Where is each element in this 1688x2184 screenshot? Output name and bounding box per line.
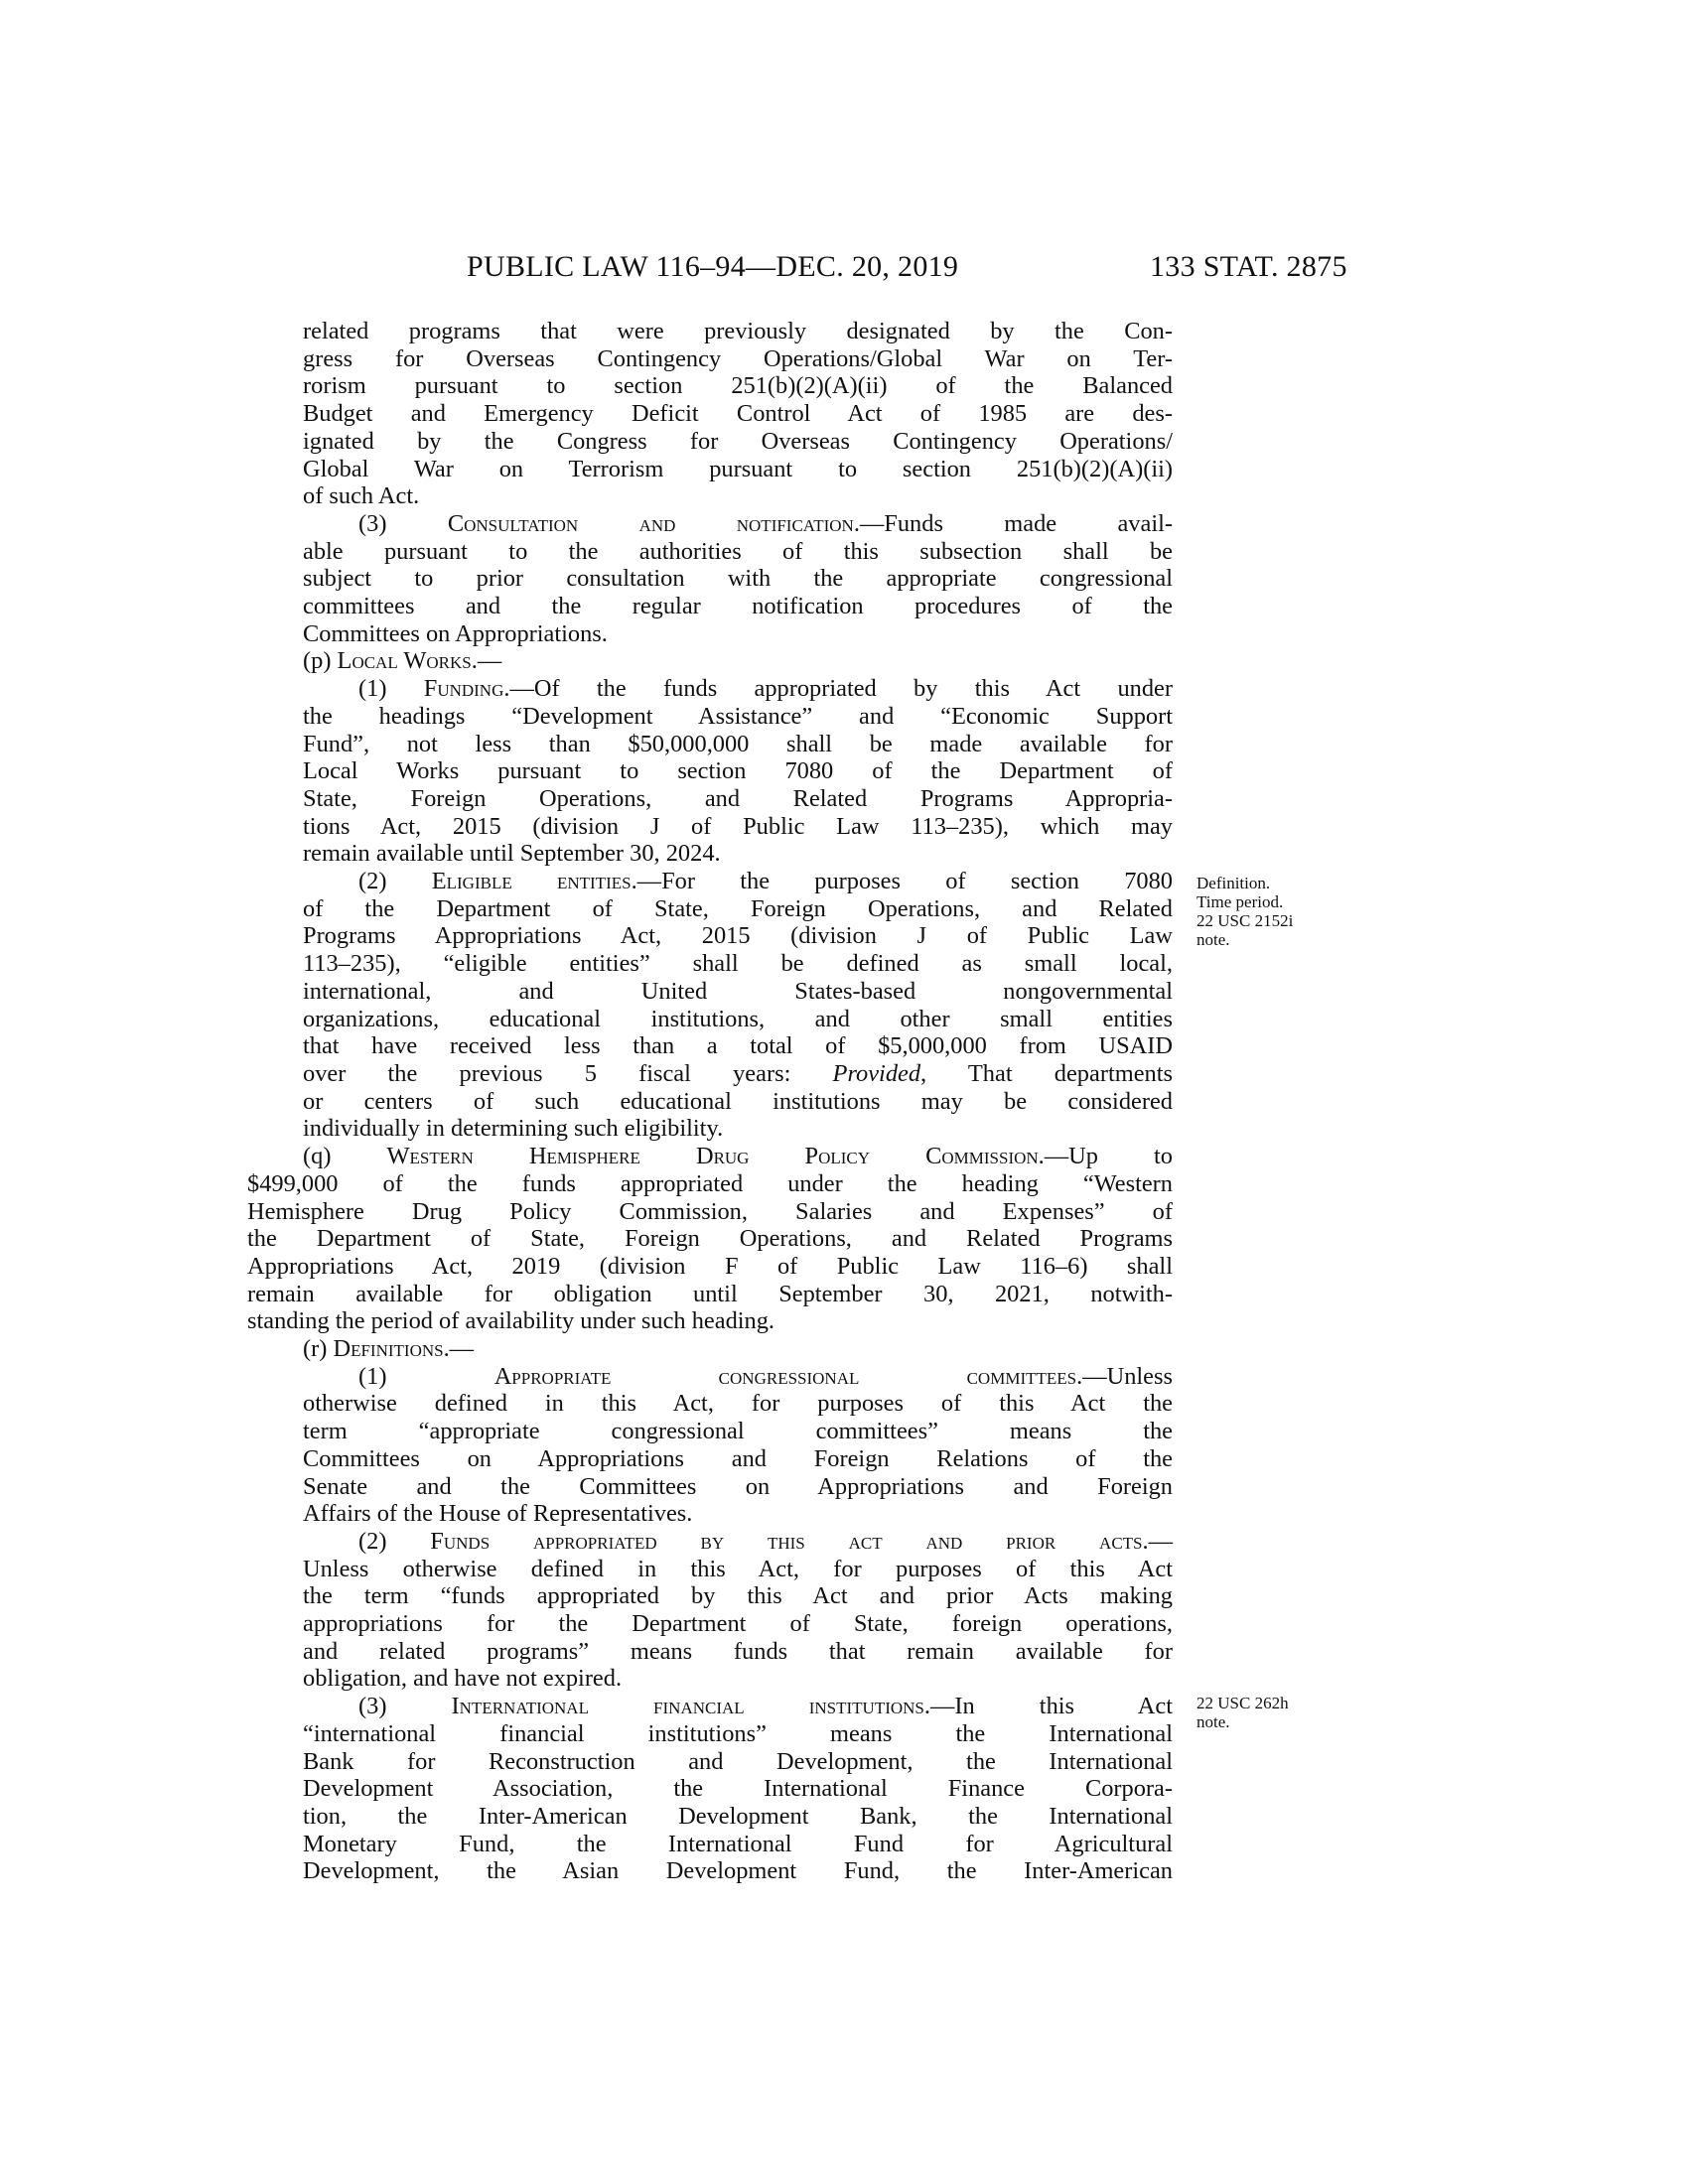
text-line: Bank for Reconstruction and Development, the International bbox=[303, 1747, 1173, 1775]
subsection-heading: Western Hemisphere Drug Policy Commission bbox=[386, 1143, 1039, 1170]
subsection-heading: Local Works bbox=[337, 647, 472, 675]
margin-note-definition bbox=[1196, 874, 1336, 949]
text-run: over the previous 5 fiscal years: bbox=[303, 1059, 833, 1087]
text-line: or centers of such educational institutions may be considered bbox=[303, 1087, 1173, 1115]
text-run: .—Up to bbox=[1038, 1143, 1173, 1170]
text-line: otherwise defined in this Act, for purposes of this Act the bbox=[303, 1390, 1173, 1418]
text-line: term “appropriate congressional committees” means the bbox=[303, 1418, 1173, 1445]
text-line: Hemisphere Drug Policy Commission, Salaries and Expenses” of bbox=[247, 1197, 1173, 1225]
text-line: Budget and Emergency Deficit Control Act of 1985 are des- bbox=[303, 400, 1173, 428]
paragraph-r3-heading-line bbox=[303, 1693, 1173, 1720]
text-line: able pursuant to the authorities of this subsection shall be bbox=[303, 537, 1173, 565]
text-line: subject to prior consultation with the appropriate congressional bbox=[303, 565, 1173, 593]
text-line: Unless otherwise defined in this Act, for purposes of this Act bbox=[303, 1555, 1173, 1582]
text-run: .—For the purposes of section 7080 bbox=[631, 868, 1173, 895]
text-line: Senate and the Committees on Appropriations and Foreign bbox=[303, 1472, 1173, 1500]
text-run: .—In this Act bbox=[923, 1693, 1173, 1720]
subsection-r-heading-line bbox=[303, 1335, 1173, 1363]
margin-note-line: 22 USC 2152i bbox=[1196, 911, 1294, 930]
text-line: Appropriations Act, 2019 (division F of Public Law 116–6) shall bbox=[247, 1252, 1173, 1280]
paragraph-heading: International financial institutions bbox=[451, 1693, 924, 1720]
margin-note-usc-262h bbox=[1196, 1694, 1336, 1731]
text-line: that have received less than a total of $5,000,000 from USAID bbox=[303, 1032, 1173, 1060]
body-text bbox=[247, 318, 1174, 1885]
text-run: .— bbox=[443, 1335, 475, 1363]
margin-note-line: note. bbox=[1196, 930, 1230, 949]
text-line: Global War on Terrorism pursuant to section 251(b)(2)(A)(ii) bbox=[303, 455, 1173, 482]
paragraph-number: (1) bbox=[358, 1362, 494, 1390]
text-line: Local Works pursuant to section 7080 of the Department of bbox=[303, 757, 1173, 785]
paragraph-heading: Appropriate congressional committees bbox=[493, 1362, 1077, 1390]
text-line: organizations, educational institutions, and other small entities bbox=[303, 1005, 1173, 1032]
running-head: PUBLIC LAW 116–94—DEC. 20, 2019 bbox=[467, 250, 959, 283]
paragraph-heading: Consultation and notification bbox=[447, 509, 854, 537]
text-run: .—Funds made avail- bbox=[853, 509, 1174, 537]
text-line: individually in determining such eligibility. bbox=[303, 1115, 724, 1143]
margin-note-line: Definition. bbox=[1196, 874, 1271, 892]
text-line: committees and the regular notification procedures of the bbox=[303, 593, 1173, 620]
paragraph-number: (1) bbox=[358, 675, 424, 703]
text-line: ignated by the Congress for Overseas Contingency Operations/ bbox=[303, 427, 1173, 455]
text-line: Affairs of the House of Representatives. bbox=[303, 1500, 693, 1528]
paragraph-heading: Eligible entities bbox=[431, 868, 632, 895]
text-line: 113–235), “eligible entities” shall be defined as small local, bbox=[303, 950, 1173, 978]
text-run: .— bbox=[471, 647, 502, 675]
text-run: .—Of the funds appropriated by this Act under bbox=[503, 675, 1173, 703]
paragraph-r2-heading-line bbox=[303, 1528, 1173, 1556]
paragraph-r1-heading-line bbox=[303, 1363, 1173, 1391]
text-line: appropriations for the Department of State, foreign operations, bbox=[303, 1610, 1173, 1638]
text-line: rorism pursuant to section 251(b)(2)(A)(ii) of the Balanced bbox=[303, 372, 1173, 400]
paragraph-p1-heading-line bbox=[303, 675, 1173, 703]
paragraph-number: (3) bbox=[358, 509, 448, 537]
text-line: Monetary Fund, the International Fund for Agricultural bbox=[303, 1830, 1173, 1857]
subsection-heading: Definitions bbox=[333, 1335, 444, 1363]
paragraph-3-heading-line bbox=[303, 510, 1173, 538]
text-line: gress for Overseas Contingency Operations/Global War on Ter- bbox=[303, 344, 1173, 372]
subsection-number: (p) bbox=[303, 647, 338, 675]
paragraph-number: (2) bbox=[358, 1527, 431, 1555]
text-line: remain available until September 30, 2024. bbox=[303, 840, 721, 868]
paragraph-heading: Funding bbox=[423, 675, 504, 703]
text-line: Committees on Appropriations and Foreign Relations of the bbox=[303, 1444, 1173, 1472]
text-line: Development Association, the International Finance Corpora- bbox=[303, 1775, 1173, 1803]
text-line: Programs Appropriations Act, 2015 (division J of Public Law bbox=[303, 922, 1173, 950]
text-line: the headings “Development Assistance” and “Economic Support bbox=[303, 702, 1173, 730]
text-line: $499,000 of the funds appropriated under the heading “Western bbox=[247, 1169, 1173, 1197]
text-line: the Department of State, Foreign Operations, and Related Programs bbox=[247, 1225, 1173, 1253]
text-line: tion, the Inter-American Development Bank, the International bbox=[303, 1802, 1173, 1830]
text-line: Fund”, not less than $50,000,000 shall be made available for bbox=[303, 730, 1173, 757]
paragraph-number: (3) bbox=[358, 1693, 452, 1720]
text-line: remain available for obligation until September 30, 2021, notwith- bbox=[247, 1280, 1173, 1307]
text-line: of the Department of State, Foreign Operations, and Related bbox=[303, 894, 1173, 922]
text-line: obligation, and have not expired. bbox=[303, 1665, 623, 1693]
statute-page-reference: 133 STAT. 2875 bbox=[1150, 250, 1347, 283]
text-run: , That departments bbox=[920, 1059, 1173, 1087]
text-line: Development, the Asian Development Fund, the Inter-American bbox=[303, 1857, 1173, 1885]
paragraph-p2-heading-line bbox=[303, 868, 1173, 895]
text-line: State, Foreign Operations, and Related Programs Appropria- bbox=[303, 784, 1173, 812]
subsection-number: (q) bbox=[303, 1143, 387, 1170]
provided-proviso: Provided bbox=[832, 1059, 921, 1087]
paragraph-number: (2) bbox=[358, 868, 432, 895]
subsection-q-heading-line bbox=[303, 1143, 1173, 1170]
text-line: Committees on Appropriations. bbox=[303, 619, 608, 647]
text-line: of such Act. bbox=[303, 482, 420, 510]
text-run: .—Unless bbox=[1076, 1362, 1173, 1390]
text-line: tions Act, 2015 (division J of Public Law 113–235), which may bbox=[303, 812, 1173, 840]
text-line: related programs that were previously designated by the Con- bbox=[303, 318, 1173, 344]
text-line: “international financial institutions” means the International bbox=[303, 1719, 1173, 1747]
subsection-number: (r) bbox=[303, 1335, 334, 1363]
margin-note-line: note. bbox=[1196, 1712, 1230, 1731]
text-line: and related programs” means funds that remain available for bbox=[303, 1637, 1173, 1665]
margin-note-line: 22 USC 262h bbox=[1196, 1694, 1289, 1712]
margin-note-line: Time period. bbox=[1196, 892, 1284, 911]
text-line: the term “funds appropriated by this Act and prior Acts making bbox=[303, 1582, 1173, 1610]
text-run: .— bbox=[1142, 1527, 1173, 1555]
text-line bbox=[303, 1060, 1173, 1088]
subsection-p-heading-line bbox=[303, 647, 1173, 675]
text-line: standing the period of availability under such heading. bbox=[247, 1307, 775, 1335]
text-line: international, and United States-based nongovernmental bbox=[303, 977, 1173, 1005]
paragraph-heading: Funds appropriated by this act and prior acts bbox=[430, 1527, 1143, 1555]
